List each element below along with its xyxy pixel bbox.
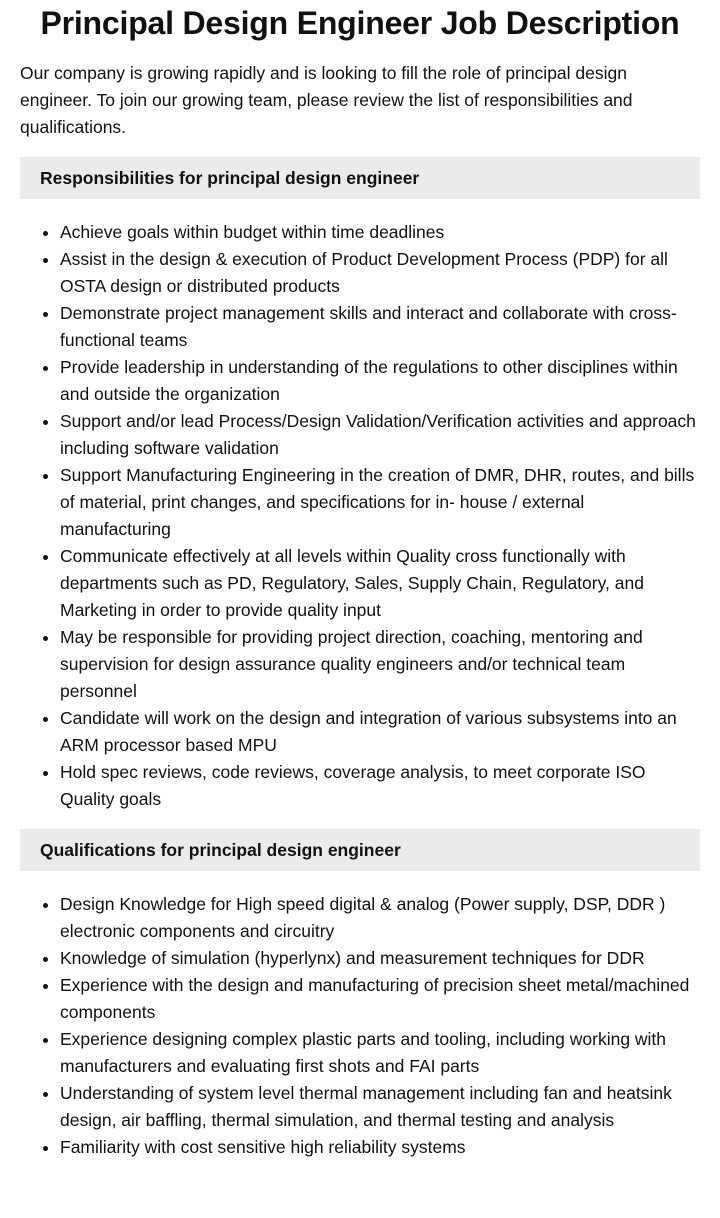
list-item: • Support Manufacturing Engineering in the creation of DMR, DHR, routes, and bills of material, print changes, and specifications for in- house / external manufacturing	[60, 462, 700, 543]
list-item: • Design Knowledge for High speed digital & analog (Power supply, DSP, DDR ) electronic components and circuitry	[60, 891, 700, 945]
list-item: • Experience designing complex plastic parts and tooling, including working with manufacturers and evaluating first shots and FAI parts	[60, 1026, 700, 1080]
qualifications-heading: Qualifications for principal design engineer	[20, 829, 700, 871]
list-item: • Knowledge of simulation (hyperlynx) and measurement techniques for DDR	[60, 945, 700, 972]
list-item: • Hold spec reviews, code reviews, coverage analysis, to meet corporate ISO Quality goals	[60, 759, 700, 813]
list-item: • Understanding of system level thermal management including fan and heatsink design, air baffling, thermal simulation, and thermal testing and analysis	[60, 1080, 700, 1134]
list-item: • Candidate will work on the design and integration of various subsystems into an ARM processor based MPU	[60, 705, 700, 759]
list-item: • Provide leadership in understanding of the regulations to other disciplines within and outside the organization	[60, 354, 700, 408]
list-item: • Experience with the design and manufacturing of precision sheet metal/machined components	[60, 972, 700, 1026]
list-item: • Assist in the design & execution of Product Development Process (PDP) for all OSTA design or distributed products	[60, 246, 700, 300]
list-item: • Communicate effectively at all levels within Quality cross functionally with departments such as PD, Regulatory, Sales, Supply Chain, Regulatory, and Marketing in order to provide quality input	[60, 543, 700, 624]
list-item: • Demonstrate project management skills and interact and collaborate with cross-functional teams	[60, 300, 700, 354]
list-item: • May be responsible for providing project direction, coaching, mentoring and supervision for design assurance quality engineers and/or technical team personnel	[60, 624, 700, 705]
list-item: • Achieve goals within budget within time deadlines	[60, 219, 700, 246]
responsibilities-list	[20, 219, 700, 813]
page-title: Principal Design Engineer Job Description	[40, 5, 680, 41]
qualifications-list	[20, 891, 700, 1161]
list-item: • Familiarity with cost sensitive high reliability systems	[60, 1134, 700, 1161]
intro-paragraph: Our company is growing rapidly and is looking to fill the role of principal design engineer. To join our growing team, please review the list of responsibilities and qualifications.	[20, 63, 633, 137]
list-item: • Support and/or lead Process/Design Validation/Verification activities and approach including software validation	[60, 408, 700, 462]
responsibilities-heading: Responsibilities for principal design engineer	[20, 157, 700, 199]
